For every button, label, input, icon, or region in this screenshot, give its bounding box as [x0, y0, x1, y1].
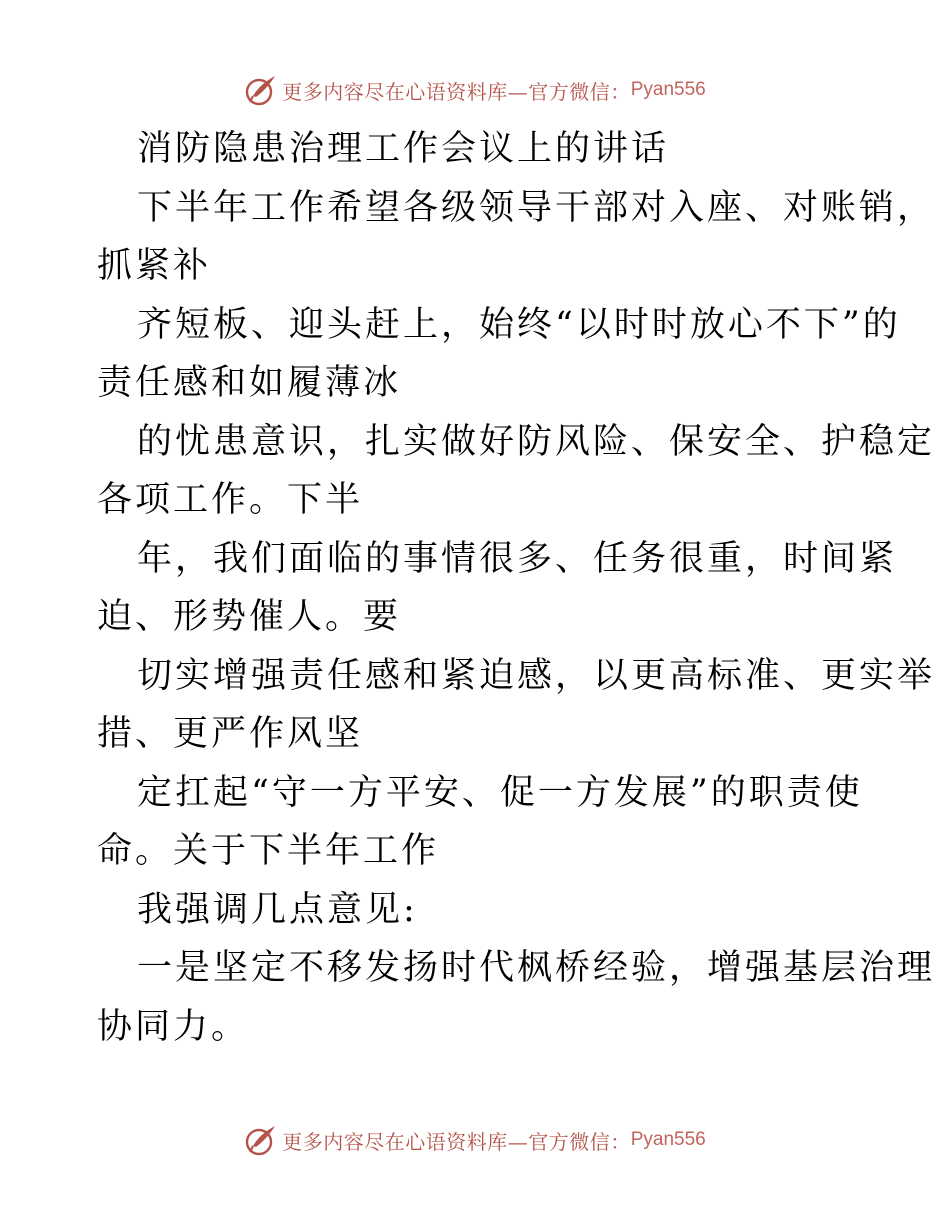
text-line: 切实增强责任感和紧迫感，以更高标准、更实举 — [137, 655, 936, 696]
text-line: 责任感和如履薄冰 — [97, 363, 402, 403]
text-line: 的忧患意识，扎实做好防风险、保安全、护稳定 — [137, 421, 936, 462]
text-line: 各项工作。下半 — [97, 480, 364, 520]
banner-wechat-id: Pyan556 — [630, 1129, 706, 1150]
text-line: 我强调几点意见: — [137, 889, 418, 930]
text-line: 年，我们面临的事情很多、任务很重，时间紧 — [137, 538, 898, 579]
text-line: 迫、形势催人。要 — [97, 597, 402, 637]
text-line: 措、更严作风坚 — [97, 714, 364, 754]
banner-site-text: 更多内容尽在心语资料库—官方微信： — [282, 79, 631, 104]
text-line: 命。关于下半年工作 — [97, 831, 440, 871]
text-line: 下半年工作希望各级领导干部对入座、对账销， — [137, 187, 936, 228]
quill-pen-logo-icon — [244, 73, 278, 107]
header-watermark-banner — [0, 70, 950, 110]
document-body — [97, 120, 936, 1056]
quill-pen-logo-icon — [244, 1123, 278, 1157]
document-title: 消防隐患治理工作会议上的讲话 — [137, 129, 670, 169]
text-line: 一是坚定不移发扬时代枫桥经验，增强基层治理 — [137, 948, 936, 988]
text-line: 协同力。 — [97, 1006, 250, 1047]
text-line: 定扛起“守一方平安、促一方发展”的职责使 — [137, 772, 863, 813]
banner-wechat-id: Pyan556 — [630, 79, 706, 100]
footer-watermark-banner — [0, 1120, 950, 1160]
text-line: 抓紧补 — [97, 246, 212, 286]
text-line: 齐短板、迎头赶上，始终“以时时放心不下”的 — [137, 304, 901, 345]
banner-site-text: 更多内容尽在心语资料库—官方微信： — [282, 1129, 631, 1154]
